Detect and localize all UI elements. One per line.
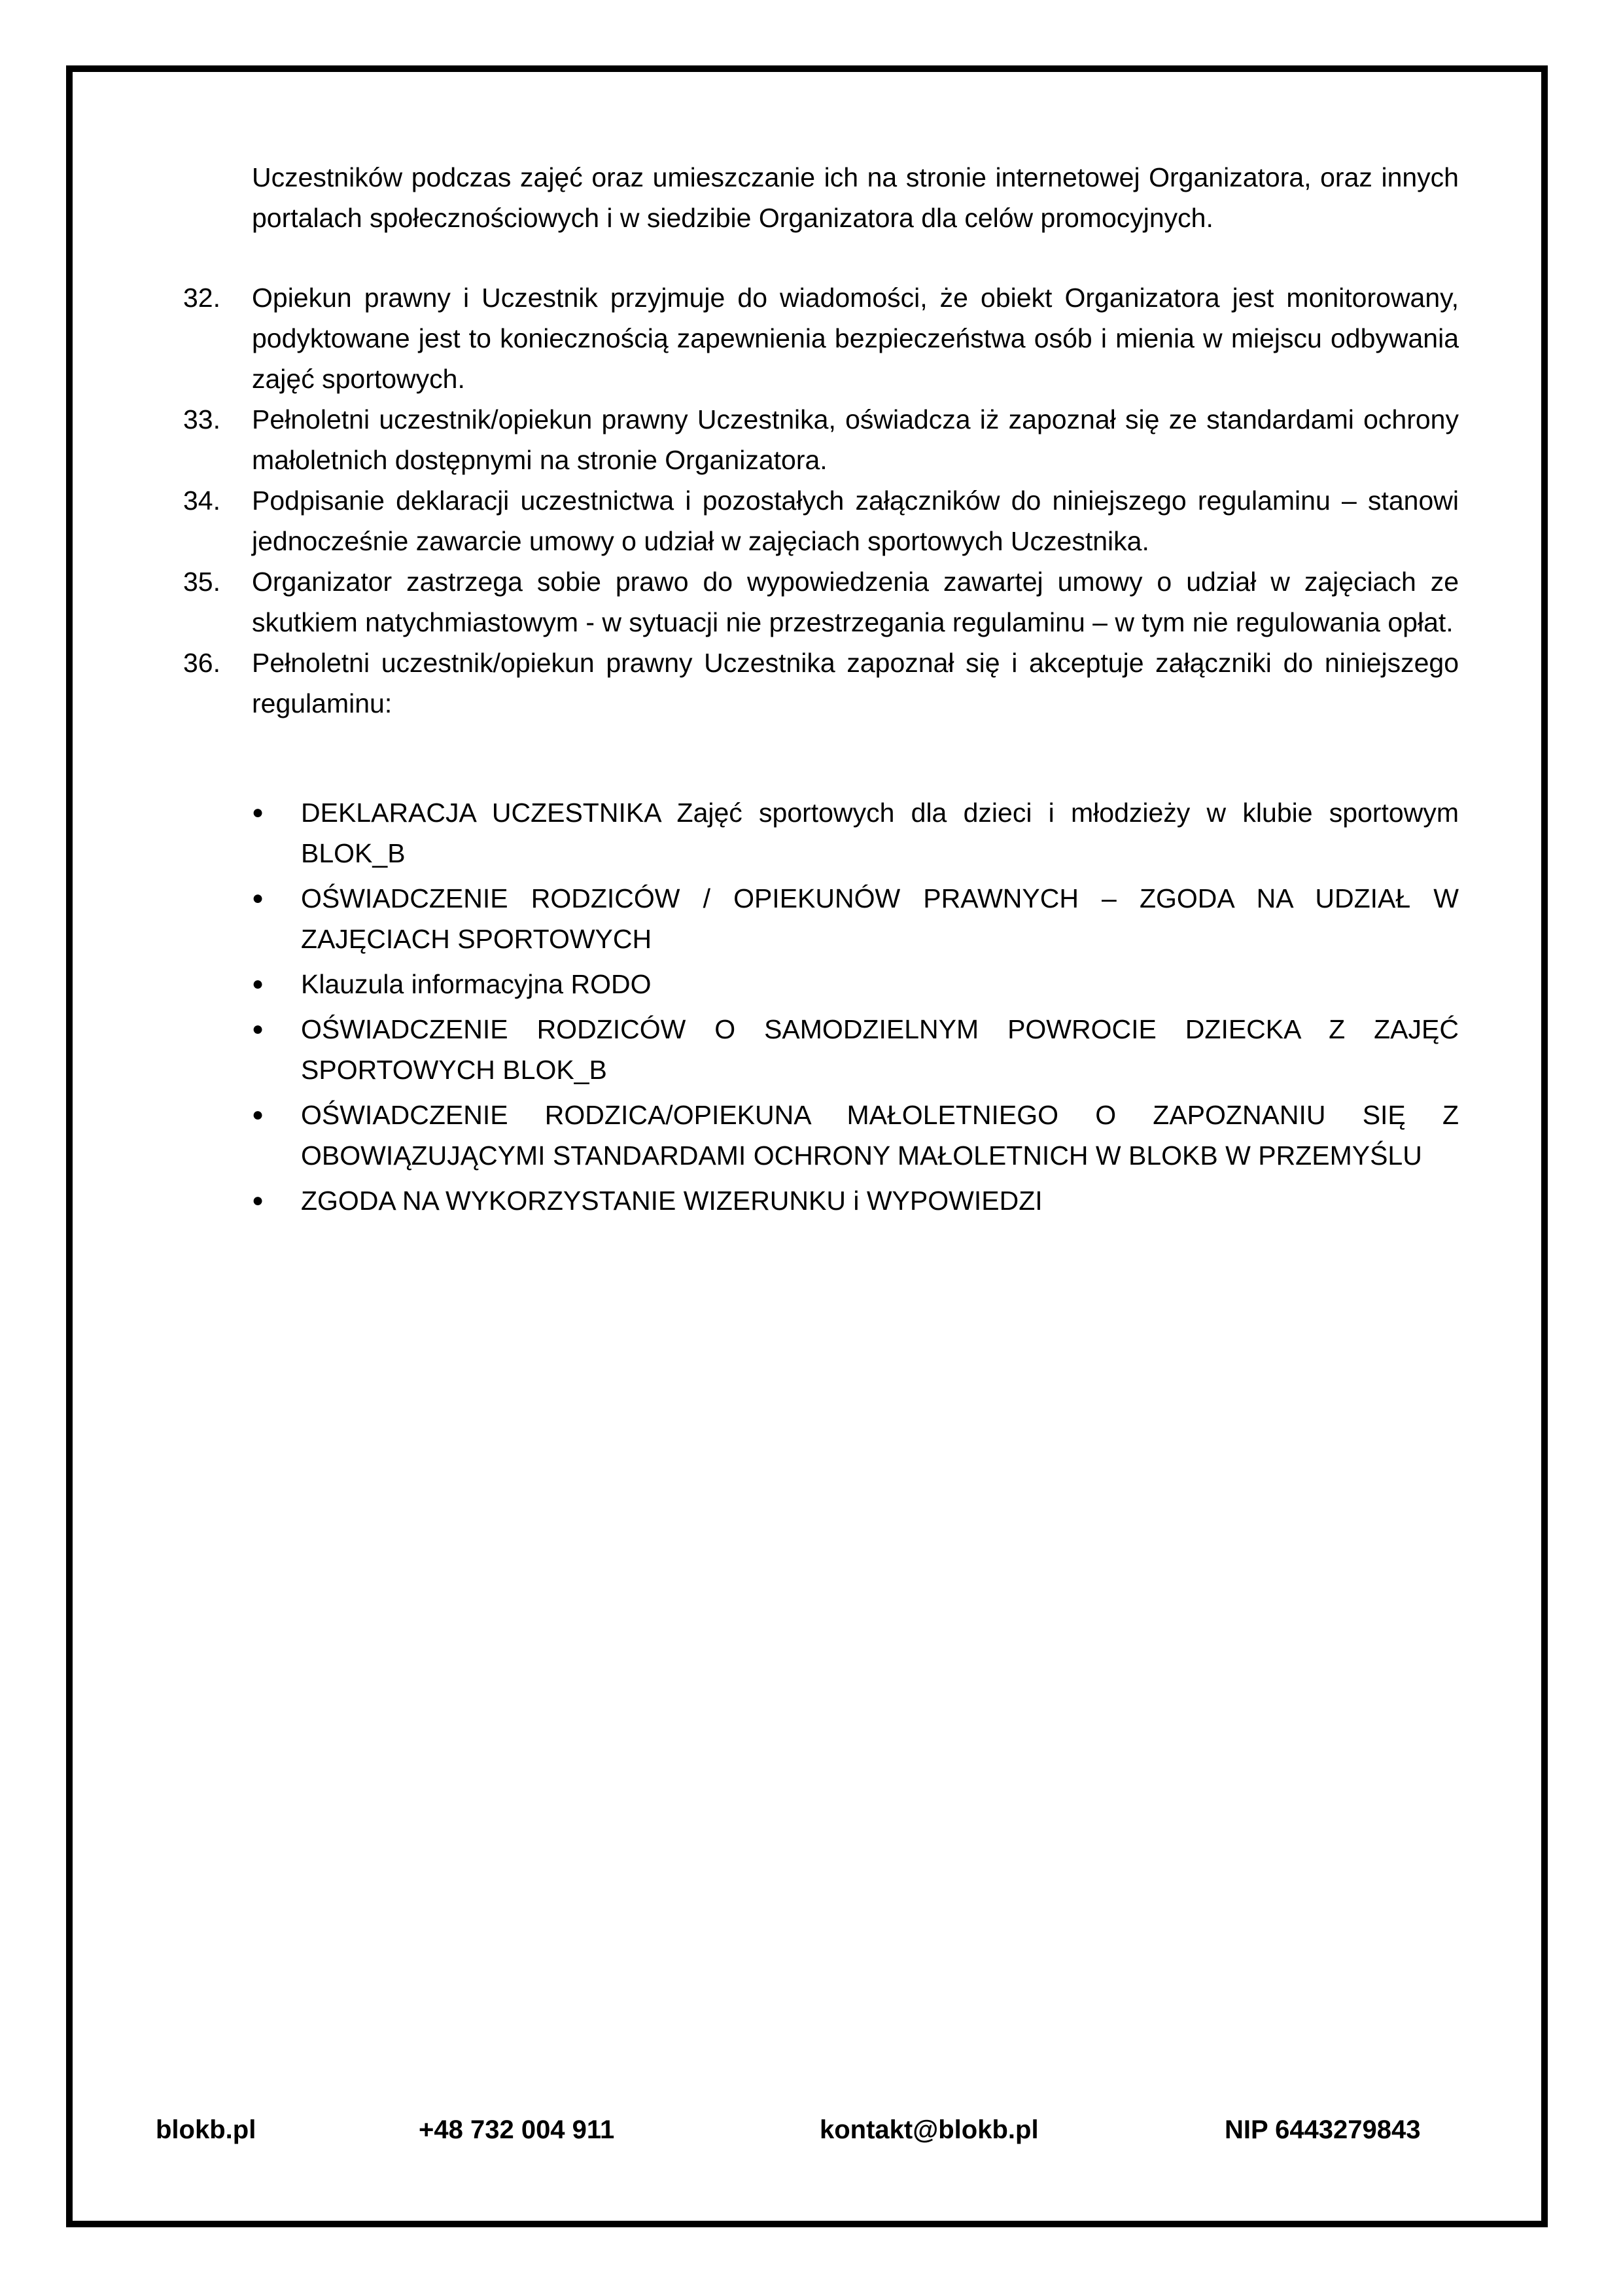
item-number: 34.: [183, 486, 220, 516]
bullet-icon: ●: [252, 973, 264, 995]
attachment-text: OŚWIADCZENIE RODZICÓW / OPIEKUNÓW PRAWNYCH – ZGODA NA UDZIAŁ W ZAJĘCIACH SPORTOWYCH: [301, 883, 1459, 954]
attachment-item: [252, 878, 1459, 959]
attachments-list: [252, 792, 1459, 1226]
attachment-text: Klauzula informacyjna RODO: [301, 969, 652, 999]
attachment-text: DEKLARACJA UCZESTNIKA Zajęć sportowych dla dzieci i młodzieży w klubie sportowym BLOK_B: [301, 798, 1459, 868]
footer-email: kontakt@blokb.pl: [820, 2115, 1039, 2144]
list-item-32: [183, 277, 1459, 399]
list-item-33: [183, 399, 1459, 480]
item-text: Opiekun prawny i Uczestnik przyjmuje do wiadomości, że obiekt Organizatora jest monitorowany, podyktowane jest to koniecznością zapewnienia bezpieczeństwa osób i mienia w miejscu odbywania zajęć sportowych.: [252, 283, 1459, 394]
attachment-text: OŚWIADCZENIE RODZICA/OPIEKUNA MAŁOLETNIEGO O ZAPOZNANIU SIĘ Z OBOWIĄZUJĄCYMI STANDARDAMI OCHRONY MAŁOLETNICH W BLOKB W PRZEMYŚLU: [301, 1100, 1459, 1171]
attachment-item: [252, 964, 1459, 1004]
item-text: Podpisanie deklaracji uczestnictwa i pozostałych załączników do niniejszego regulaminu – stanowi jednocześnie zawarcie umowy o udział w zajęciach sportowych Uczestnika.: [252, 486, 1459, 556]
bullet-icon: ●: [252, 1018, 264, 1040]
footer-phone: +48 732 004 911: [419, 2115, 615, 2144]
page-footer: [0, 2110, 1623, 2149]
item-text: Organizator zastrzega sobie prawo do wypowiedzenia zawartej umowy o udział w zajęciach ze skutkiem natychmiastowym - w sytuacji nie przestrzegania regulaminu – w tym nie regulowania opłat.: [252, 567, 1459, 637]
list-item-36: [183, 643, 1459, 724]
attachment-text: OŚWIADCZENIE RODZICÓW O SAMODZIELNYM POWROCIE DZIECKA Z ZAJĘĆ SPORTOWYCH BLOK_B: [301, 1014, 1459, 1085]
item-text: Pełnoletni uczestnik/opiekun prawny Uczestnika zapoznał się i akceptuje załączniki do niniejszego regulaminu:: [252, 648, 1459, 718]
bullet-icon: ●: [252, 887, 264, 909]
bullet-icon: ●: [252, 1104, 264, 1125]
item-text: Pełnoletni uczestnik/opiekun prawny Uczestnika, oświadcza iż zapoznał się ze standardami ochrony małoletnich dostępnymi na stronie Organizatora.: [252, 404, 1459, 475]
bullet-icon: ●: [252, 1190, 264, 1211]
attachment-item: [252, 1180, 1459, 1221]
attachment-text: ZGODA NA WYKORZYSTANIE WIZERUNKU i WYPOWIEDZI: [301, 1186, 1043, 1216]
attachment-item: [252, 1095, 1459, 1176]
item-number: 33.: [183, 404, 220, 434]
footer-nip: NIP 6443279843: [1225, 2115, 1421, 2144]
footer-website: blokb.pl: [156, 2115, 256, 2144]
list-item-34: [183, 480, 1459, 561]
bullet-icon: ●: [252, 802, 264, 823]
item-number: 32.: [183, 283, 220, 313]
item-number: 35.: [183, 567, 220, 597]
continuation-paragraph: Uczestników podczas zajęć oraz umieszczanie ich na stronie internetowej Organizatora, oraz innych portalach społecznościowych i w siedzibie Organizatora dla celów promocyjnych.: [252, 162, 1459, 233]
attachment-item: [252, 1009, 1459, 1090]
list-item-35: [183, 561, 1459, 643]
numbered-list: [183, 277, 1459, 724]
attachment-item: [252, 792, 1459, 874]
item-number: 36.: [183, 648, 220, 678]
